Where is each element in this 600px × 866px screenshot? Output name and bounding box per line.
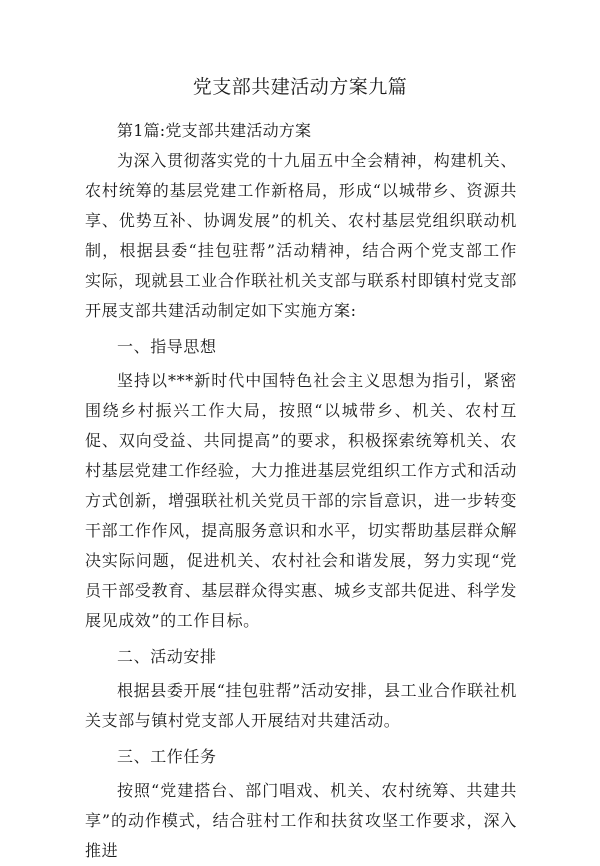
intro-paragraph: 为深入贯彻落实党的十九届五中全会精神，构建机关、农村统筹的基层党建工作新格局，形成“以城带乡、资源共享、优势互补、协调发展”的机关、农村基层党组织联动机制，根据县委“挂包驻帮”活动精神，结合两个党支部工作实际，现就县工业合作联社机关支部与联系村即镇村党支部开展支部共建活动制定如下实施方案: (85, 151, 517, 320)
activity-arrangement-paragraph: 根据县委开展“挂包驻帮”活动安排，县工业合作联社机关支部与镇村党支部人开展结对共建活动。 (85, 681, 517, 730)
section-heading-guiding-ideology: 一、指导思想 (117, 337, 217, 356)
section-heading-work-tasks: 三、工作任务 (117, 747, 217, 766)
article-subtitle: 第1篇:党支部共建活动方案 (117, 121, 312, 140)
guiding-ideology-paragraph: 坚持以***新时代中国特色社会主义思想为指引，紧密围绕乡村振兴工作大局，按照“以城带乡、机关、农村互促、双向受益、共同提高”的要求，积极探索统筹机关、农村基层党建工作经验，大力推进基层党组织工作方式和活动方式创新，增强联社机关党员干部的宗旨意识，进一步转变干部工作作风，提高服务意识和水平，切实帮助基层群众解决实际问题，促进机关、农村社会和谐发展，努力实现“党员干部受教育、基层群众得实惠、城乡支部共促进、科学发展见成效”的工作目标。 (85, 371, 517, 630)
document-body (85, 116, 517, 866)
section-heading-activity-arrangement: 二、活动安排 (117, 647, 217, 666)
work-tasks-paragraph: 按照“党建搭台、部门唱戏、机关、农村统筹、共建共享”的动作模式，结合驻村工作和扶贫攻坚工作要求，深入推进 (85, 781, 517, 860)
document-title: 党支部共建活动方案九篇 (192, 76, 408, 98)
